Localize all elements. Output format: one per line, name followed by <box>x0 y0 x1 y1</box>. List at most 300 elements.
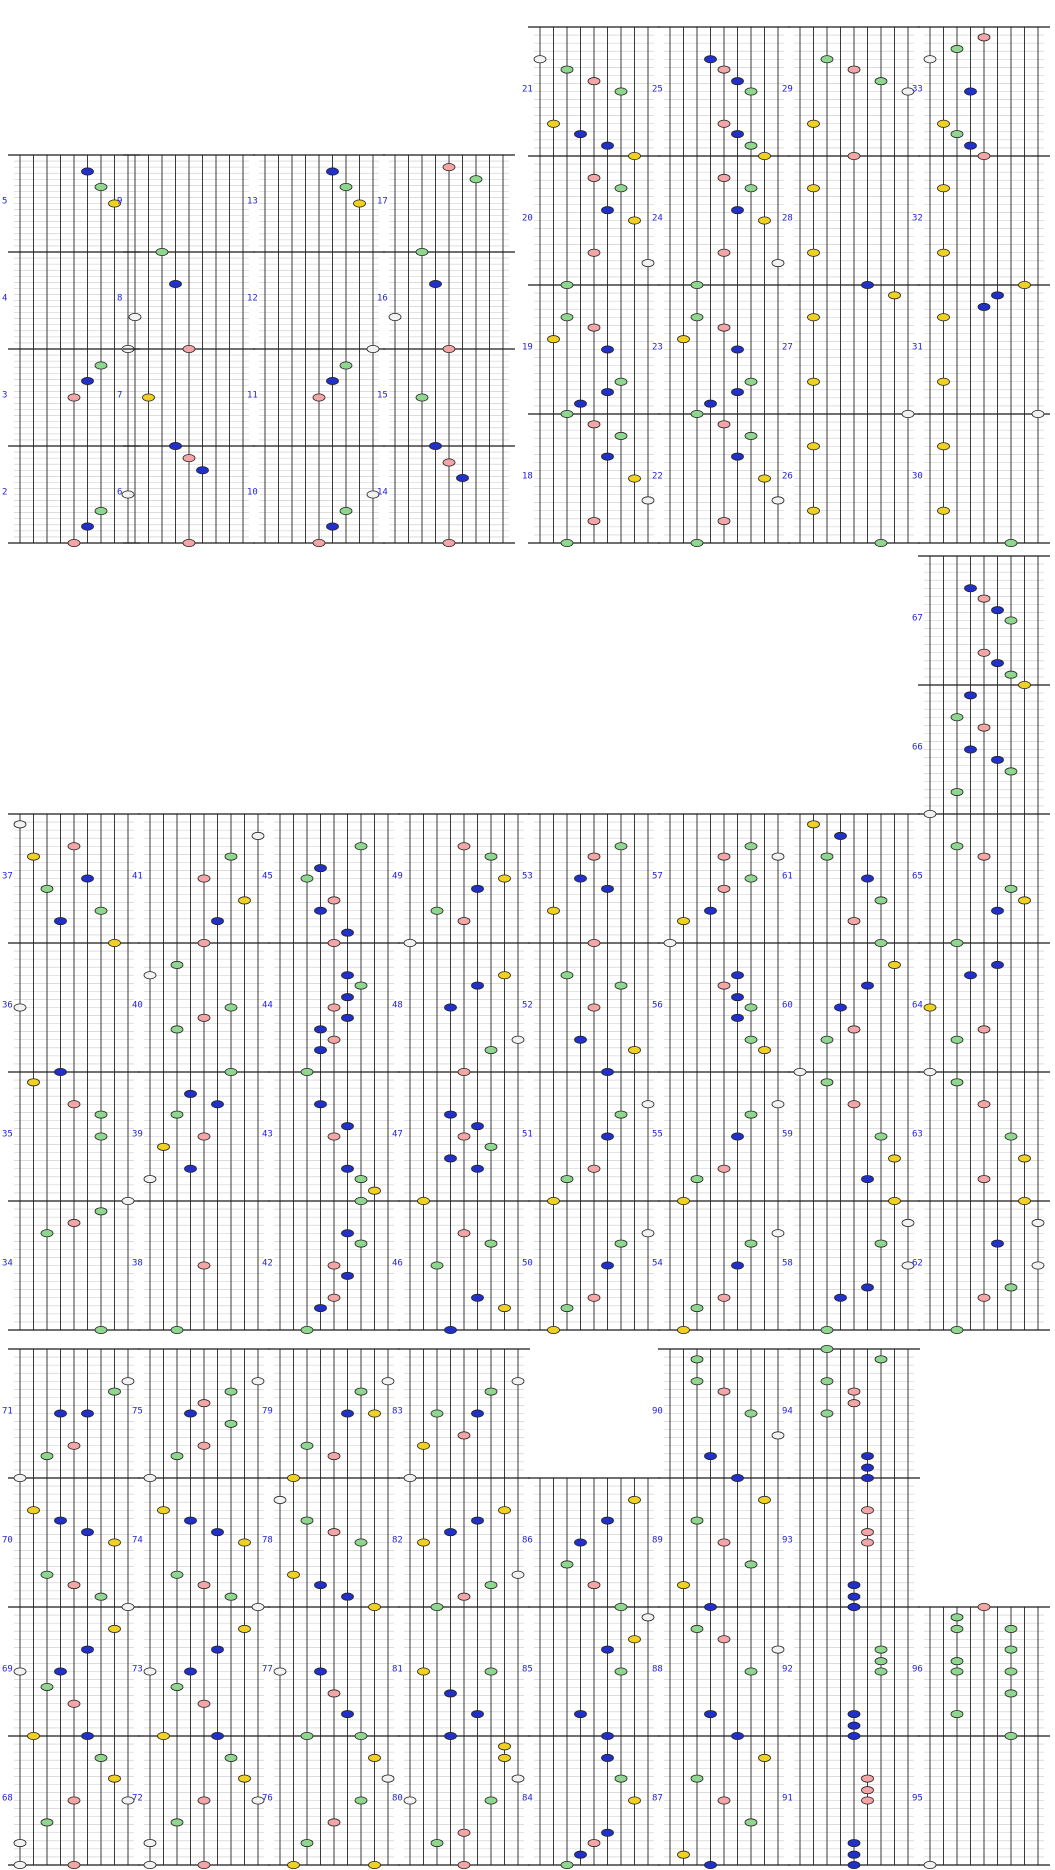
note-red <box>588 1004 600 1011</box>
note-white <box>772 1646 784 1653</box>
measure-number: 81 <box>392 1664 403 1675</box>
note-red <box>458 1133 470 1140</box>
note-blue <box>445 1529 457 1536</box>
note-red <box>588 939 600 946</box>
measure-number: 34 <box>2 1258 13 1269</box>
note-blue <box>732 1474 744 1481</box>
note-green <box>875 1658 887 1665</box>
measure-number: 78 <box>262 1535 273 1546</box>
note-green <box>95 1133 107 1140</box>
note-yellow <box>28 1507 40 1514</box>
note-blue <box>732 207 744 214</box>
note-green <box>485 1046 497 1053</box>
note-green <box>615 1111 627 1118</box>
note-blue <box>55 1517 67 1524</box>
note-blue <box>602 388 614 395</box>
note-red <box>458 917 470 924</box>
note-red <box>978 1026 990 1033</box>
note-yellow <box>759 152 771 159</box>
note-yellow <box>808 507 820 514</box>
note-red <box>848 1388 860 1395</box>
note-yellow <box>889 961 901 968</box>
note-white <box>14 1839 26 1846</box>
note-yellow <box>678 917 690 924</box>
note-yellow <box>1019 1197 1031 1204</box>
note-red <box>458 1861 470 1868</box>
note-blue <box>602 207 614 214</box>
note-green <box>355 1197 367 1204</box>
note-red <box>588 1165 600 1172</box>
note-blue <box>862 875 874 882</box>
note-white <box>772 853 784 860</box>
note-blue <box>212 1646 224 1653</box>
note-yellow <box>109 1775 121 1782</box>
note-red <box>183 455 195 462</box>
measure-number: 48 <box>392 1000 403 1011</box>
note-green <box>561 539 573 546</box>
note-yellow <box>109 939 121 946</box>
note-green <box>225 1754 237 1761</box>
note-green <box>875 1668 887 1675</box>
note-blue <box>965 585 977 592</box>
note-green <box>340 507 352 514</box>
note-white <box>252 832 264 839</box>
note-green <box>691 1378 703 1385</box>
note-white <box>642 259 654 266</box>
note-green <box>301 1442 313 1449</box>
note-white <box>122 1378 134 1385</box>
note-green <box>615 1668 627 1675</box>
note-white <box>512 1036 524 1043</box>
note-green <box>301 1326 313 1333</box>
measure-number: 66 <box>912 742 923 753</box>
note-yellow <box>239 897 251 904</box>
note-red <box>588 1839 600 1846</box>
note-yellow <box>938 314 950 321</box>
note-blue <box>315 1304 327 1311</box>
note-yellow <box>28 1732 40 1739</box>
note-yellow <box>808 120 820 127</box>
measure-number: 83 <box>392 1406 403 1417</box>
note-red <box>68 539 80 546</box>
measure-number: 77 <box>262 1664 273 1675</box>
note-blue <box>185 1517 197 1524</box>
note-yellow <box>678 1326 690 1333</box>
note-green <box>951 1625 963 1632</box>
measure-number: 52 <box>522 1000 533 1011</box>
measure-number: 38 <box>132 1258 143 1269</box>
note-blue <box>602 1732 614 1739</box>
note-blue <box>732 78 744 85</box>
measure-number: 32 <box>912 213 923 224</box>
note-green <box>951 1614 963 1621</box>
measure-number: 67 <box>912 613 923 624</box>
note-red <box>862 1507 874 1514</box>
note-green <box>875 539 887 546</box>
note-yellow <box>418 1197 430 1204</box>
note-white <box>642 1614 654 1621</box>
note-red <box>718 1388 730 1395</box>
note-blue <box>472 982 484 989</box>
note-blue <box>315 1668 327 1675</box>
note-blue <box>732 994 744 1001</box>
note-blue <box>602 1133 614 1140</box>
measure-number: 92 <box>782 1664 793 1675</box>
note-white <box>642 1230 654 1237</box>
note-white <box>902 410 914 417</box>
note-red <box>848 1101 860 1108</box>
measure-number: 87 <box>652 1793 663 1804</box>
measure-number: 55 <box>652 1129 663 1140</box>
note-green <box>875 939 887 946</box>
measure-number: 62 <box>912 1258 923 1269</box>
measure-number: 61 <box>782 871 793 882</box>
note-green <box>355 1175 367 1182</box>
note-green <box>821 1345 833 1352</box>
note-white <box>144 1474 156 1481</box>
note-red <box>68 1861 80 1868</box>
note-blue <box>575 1851 587 1858</box>
note-yellow <box>629 217 641 224</box>
note-green <box>171 1326 183 1333</box>
note-green <box>355 1797 367 1804</box>
note-green <box>875 897 887 904</box>
measure-number: 28 <box>782 213 793 224</box>
measure-number: 69 <box>2 1664 13 1675</box>
note-blue <box>342 1410 354 1417</box>
note-blue <box>602 1068 614 1075</box>
note-blue <box>82 1732 94 1739</box>
note-red <box>198 1400 210 1407</box>
note-green <box>561 1561 573 1568</box>
note-red <box>588 1294 600 1301</box>
measure-number: 20 <box>522 213 533 224</box>
note-white <box>642 1101 654 1108</box>
measure-number: 93 <box>782 1535 793 1546</box>
note-blue <box>732 972 744 979</box>
note-green <box>355 843 367 850</box>
note-yellow <box>629 1797 641 1804</box>
note-red <box>718 1294 730 1301</box>
note-blue <box>472 1517 484 1524</box>
note-blue <box>992 961 1004 968</box>
note-yellow <box>354 200 366 207</box>
note-white <box>1032 410 1044 417</box>
note-red <box>588 421 600 428</box>
note-green <box>745 1819 757 1826</box>
note-blue <box>82 1646 94 1653</box>
note-white <box>382 1775 394 1782</box>
note-blue <box>602 885 614 892</box>
measure-number: 51 <box>522 1129 533 1140</box>
measure-number: 36 <box>2 1000 13 1011</box>
note-blue <box>342 994 354 1001</box>
measure-number: 47 <box>392 1129 403 1140</box>
note-white <box>274 1496 286 1503</box>
note-yellow <box>548 1197 560 1204</box>
note-red <box>198 1797 210 1804</box>
measure-number: 5 <box>2 196 8 207</box>
measure-number: 22 <box>652 471 663 482</box>
measure-number: 15 <box>377 390 388 401</box>
measure-number: 21 <box>522 84 533 95</box>
note-white <box>772 1101 784 1108</box>
note-red <box>848 66 860 73</box>
note-blue <box>472 1165 484 1172</box>
note-green <box>745 88 757 95</box>
note-blue <box>992 292 1004 299</box>
note-green <box>745 1561 757 1568</box>
note-yellow <box>678 1581 690 1588</box>
note-yellow <box>369 1603 381 1610</box>
note-red <box>848 152 860 159</box>
note-blue <box>457 474 469 481</box>
note-green <box>171 1819 183 1826</box>
note-red <box>718 853 730 860</box>
note-blue <box>575 875 587 882</box>
measure-number: 60 <box>782 1000 793 1011</box>
note-green <box>41 1683 53 1690</box>
measure-number: 18 <box>522 471 533 482</box>
note-green <box>615 982 627 989</box>
note-green <box>691 1517 703 1524</box>
note-green <box>301 1068 313 1075</box>
note-yellow <box>143 394 155 401</box>
measure-number: 72 <box>132 1793 143 1804</box>
note-green <box>561 1175 573 1182</box>
note-blue <box>185 1668 197 1675</box>
note-green <box>745 1004 757 1011</box>
note-blue <box>342 1272 354 1279</box>
note-blue <box>342 1230 354 1237</box>
note-blue <box>992 607 1004 614</box>
note-red <box>588 517 600 524</box>
note-blue <box>848 1722 860 1729</box>
note-green <box>821 853 833 860</box>
note-yellow <box>548 120 560 127</box>
note-green <box>95 183 107 190</box>
note-green <box>561 1304 573 1311</box>
note-blue <box>55 1410 67 1417</box>
note-white <box>274 1668 286 1675</box>
note-red <box>588 324 600 331</box>
note-red <box>978 649 990 656</box>
note-blue <box>170 280 182 287</box>
note-blue <box>732 388 744 395</box>
note-white <box>924 1861 936 1868</box>
note-red <box>458 1432 470 1439</box>
note-blue <box>472 885 484 892</box>
note-red <box>328 1262 340 1269</box>
note-white <box>144 972 156 979</box>
note-green <box>745 1410 757 1417</box>
note-white <box>252 1378 264 1385</box>
note-yellow <box>418 1539 430 1546</box>
note-blue <box>848 1710 860 1717</box>
note-red <box>862 1775 874 1782</box>
note-red <box>313 394 325 401</box>
measure-number: 94 <box>782 1406 793 1417</box>
measure-number: 85 <box>522 1664 533 1675</box>
note-red <box>718 249 730 256</box>
note-red <box>978 853 990 860</box>
note-green <box>225 853 237 860</box>
note-blue <box>445 1732 457 1739</box>
note-green <box>416 248 428 255</box>
note-blue <box>185 1165 197 1172</box>
note-red <box>588 249 600 256</box>
note-green <box>485 1797 497 1804</box>
note-green <box>301 1517 313 1524</box>
note-blue <box>965 972 977 979</box>
note-green <box>745 1036 757 1043</box>
note-blue <box>848 1851 860 1858</box>
note-red <box>718 66 730 73</box>
note-blue <box>430 442 442 449</box>
measure-number: 91 <box>782 1793 793 1804</box>
note-red <box>68 843 80 850</box>
note-yellow <box>1019 897 1031 904</box>
note-blue <box>848 1732 860 1739</box>
measure-number: 31 <box>912 342 923 353</box>
note-yellow <box>499 1743 511 1750</box>
note-green <box>821 1378 833 1385</box>
note-green <box>171 1026 183 1033</box>
note-green <box>1005 539 1017 546</box>
note-white <box>772 259 784 266</box>
note-blue <box>732 346 744 353</box>
note-yellow <box>158 1732 170 1739</box>
note-red <box>68 1700 80 1707</box>
note-blue <box>315 865 327 872</box>
note-yellow <box>109 1625 121 1632</box>
note-yellow <box>889 1155 901 1162</box>
note-blue <box>732 453 744 460</box>
note-green <box>691 410 703 417</box>
note-blue <box>732 1014 744 1021</box>
note-green <box>301 875 313 882</box>
note-blue <box>705 1710 717 1717</box>
note-white <box>252 1603 264 1610</box>
measure-number: 86 <box>522 1535 533 1546</box>
note-blue <box>705 1452 717 1459</box>
note-blue <box>342 1710 354 1717</box>
note-blue <box>992 756 1004 763</box>
note-red <box>588 1581 600 1588</box>
note-white <box>14 821 26 828</box>
note-green <box>225 1593 237 1600</box>
note-green <box>745 142 757 149</box>
note-white <box>924 1068 936 1075</box>
note-green <box>95 1208 107 1215</box>
note-blue <box>342 1014 354 1021</box>
note-blue <box>848 1593 860 1600</box>
note-green <box>615 88 627 95</box>
note-green <box>745 843 757 850</box>
measure-number: 7 <box>117 390 123 401</box>
note-green <box>1005 1690 1017 1697</box>
note-yellow <box>629 152 641 159</box>
note-blue <box>315 907 327 914</box>
note-red <box>848 1026 860 1033</box>
note-white <box>129 313 141 320</box>
note-green <box>615 185 627 192</box>
note-green <box>416 394 428 401</box>
note-blue <box>472 1410 484 1417</box>
note-blue <box>732 130 744 137</box>
note-green <box>171 1683 183 1690</box>
note-yellow <box>418 1442 430 1449</box>
note-green <box>1005 1646 1017 1653</box>
measure-number: 17 <box>377 196 388 207</box>
note-green <box>561 66 573 73</box>
measure-number: 80 <box>392 1793 403 1804</box>
note-green <box>875 1646 887 1653</box>
note-white <box>512 1571 524 1578</box>
measure-number: 46 <box>392 1258 403 1269</box>
note-white <box>144 1175 156 1182</box>
note-green <box>561 314 573 321</box>
note-green <box>691 1175 703 1182</box>
measure-number: 14 <box>377 487 388 498</box>
note-blue <box>315 1101 327 1108</box>
measure-number: 44 <box>262 1000 273 1011</box>
note-red <box>183 345 195 352</box>
note-green <box>485 1388 497 1395</box>
note-red <box>68 1442 80 1449</box>
note-blue <box>212 1732 224 1739</box>
note-red <box>198 939 210 946</box>
note-green <box>95 1593 107 1600</box>
note-yellow <box>1019 1155 1031 1162</box>
note-red <box>68 1101 80 1108</box>
measure-number: 50 <box>522 1258 533 1269</box>
note-green <box>951 1710 963 1717</box>
note-green <box>431 1410 443 1417</box>
measure-number: 84 <box>522 1793 533 1804</box>
note-white <box>534 56 546 63</box>
note-green <box>171 961 183 968</box>
note-red <box>978 724 990 731</box>
measure-number: 79 <box>262 1406 273 1417</box>
note-red <box>458 1593 470 1600</box>
note-blue <box>575 1539 587 1546</box>
measure-number: 59 <box>782 1129 793 1140</box>
note-white <box>122 1197 134 1204</box>
note-red <box>68 1581 80 1588</box>
note-green <box>41 1452 53 1459</box>
note-blue <box>315 1046 327 1053</box>
measure-number: 35 <box>2 1129 13 1140</box>
measure-number: 96 <box>912 1664 923 1675</box>
note-blue <box>602 1829 614 1836</box>
note-green <box>951 1668 963 1675</box>
measure-number: 90 <box>652 1406 663 1417</box>
note-yellow <box>288 1571 300 1578</box>
note-green <box>951 130 963 137</box>
note-green <box>431 907 443 914</box>
note-red <box>718 324 730 331</box>
measure-number: 30 <box>912 471 923 482</box>
note-green <box>1005 1668 1017 1675</box>
note-blue <box>965 692 977 699</box>
note-red <box>443 459 455 466</box>
measure-number: 53 <box>522 871 533 882</box>
note-green <box>171 1571 183 1578</box>
note-green <box>951 1658 963 1665</box>
note-green <box>485 1668 497 1675</box>
note-blue <box>835 1294 847 1301</box>
